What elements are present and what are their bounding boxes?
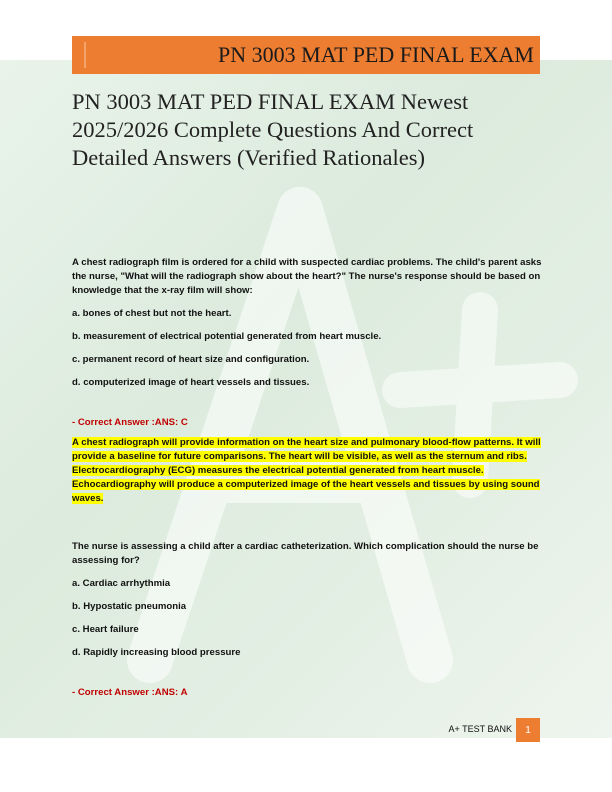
rationale xyxy=(72,436,542,506)
rationale-text: A chest radiograph will provide information on the heart size and pulmonary blood-flow patterns. It will provide a baseline for future comparisons. The heart will be visible, as well as the sternum and ribs. Electrocardiography (ECG) measures the electrical potential generated from heart muscle. Echocardiography will produce a computerized image of the heart vessels and tissues by using sound waves. xyxy=(72,437,541,504)
option-a: a. Cardiac arrhythmia xyxy=(72,578,171,589)
question-block xyxy=(72,540,542,700)
page-footer xyxy=(0,718,612,742)
correct-answer: - Correct Answer :ANS: A xyxy=(72,687,188,698)
option-b: b. Hypostatic pneumonia xyxy=(72,601,187,612)
option-d: d. Rapidly increasing blood pressure xyxy=(72,647,241,658)
header-title: PN 3003 MAT PED FINAL EXAM xyxy=(218,42,534,67)
option-c: c. permanent record of heart size and configuration. xyxy=(72,354,310,365)
option-b: b. measurement of electrical potential generated from heart muscle. xyxy=(72,331,382,342)
correct-answer: - Correct Answer :ANS: C xyxy=(72,417,188,428)
page-number: 1 xyxy=(516,718,540,742)
header-accent xyxy=(84,42,86,68)
question-text: The nurse is assessing a child after a cardiac catheterization. Which complication should the nurse be assessing for? xyxy=(72,541,539,566)
question-text: A chest radiograph film is ordered for a child with suspected cardiac problems. The child's parent asks the nurse, "What will the radiograph show about the heart?" The nurse's response should be based on knowledge that the x-ray film will show: xyxy=(72,257,542,296)
option-a: a. bones of chest but not the heart. xyxy=(72,308,232,319)
option-c: c. Heart failure xyxy=(72,624,139,635)
option-d: d. computerized image of heart vessels and tissues. xyxy=(72,377,310,388)
footer-label: A+ TEST BANK xyxy=(448,724,512,734)
question-block xyxy=(72,256,542,506)
document-title: PN 3003 MAT PED FINAL EXAM Newest 2025/2026 Complete Questions And Correct Detailed Answers (Verified Rationales) xyxy=(72,89,474,170)
question-content xyxy=(72,256,542,706)
header-banner xyxy=(72,36,540,74)
